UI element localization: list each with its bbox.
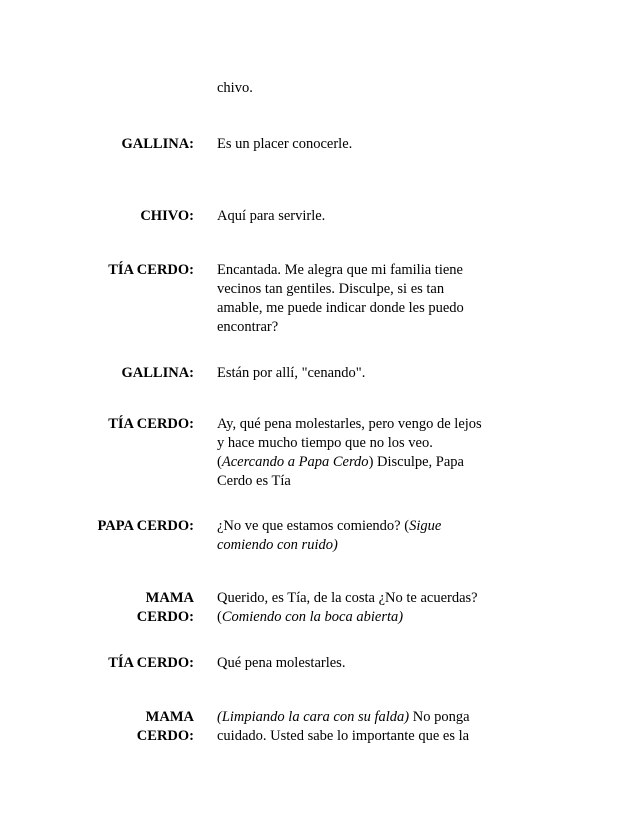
speaker-name: TÍA CERDO:	[108, 416, 194, 432]
speaker-name-line: CERDO:	[136, 609, 194, 625]
stage-direction: (Limpiando la cara con su falda)	[217, 709, 410, 725]
speaker-name: TÍA CERDO:	[108, 655, 194, 671]
speaker-name-line: CERDO:	[136, 728, 194, 744]
dialogue-line: Aquí para servirle.	[217, 208, 326, 224]
dialogue-line	[217, 589, 485, 627]
line-text: No ponga cuidado. Usted sabe lo importante que es la	[217, 709, 470, 744]
dialogue-line: Encantada. Me alegra que mi familia tiene vecinos tan gentiles. Disculpe, si es tan amable, me puede indicar donde les puedo encontrar?	[217, 262, 464, 335]
speaker-name	[54, 708, 194, 746]
speaker-name	[54, 589, 194, 627]
line-text: Ay, qué pena molestarles, pero vengo de lejos y hace mucho tiempo que no los veo. (	[217, 416, 482, 470]
speaker-name-line: MAMA	[145, 709, 194, 725]
dialogue-line	[217, 708, 485, 746]
stage-direction: Sigue comiendo con ruido)	[217, 518, 442, 553]
speaker-name: GALLINA:	[121, 365, 194, 381]
speaker-name: PAPA CERDO:	[97, 518, 194, 534]
speaker-name-line: MAMA	[145, 590, 194, 606]
dialogue-line	[217, 415, 485, 491]
stage-direction: Comiendo con la boca abierta)	[221, 609, 404, 625]
speaker-name: TÍA CERDO:	[108, 262, 194, 278]
speaker-name: GALLINA:	[121, 136, 194, 152]
dialogue-line	[217, 517, 485, 555]
dialogue-line: Están por allí, "cenando".	[217, 365, 366, 381]
dialogue-line: chivo.	[217, 80, 253, 96]
line-text: Querido, es Tía, de la costa ¿No te acuerdas? (	[217, 590, 478, 625]
line-text: ) Disculpe, Papa Cerdo es Tía	[217, 454, 464, 489]
stage-direction: Acercando a Papa Cerdo	[221, 454, 369, 470]
dialogue-line: Qué pena molestarles.	[217, 655, 346, 671]
dialogue-line: Es un placer conocerle.	[217, 136, 353, 152]
line-text: ¿No ve que estamos comiendo? (	[217, 518, 410, 534]
speaker-name: CHIVO:	[140, 208, 194, 224]
